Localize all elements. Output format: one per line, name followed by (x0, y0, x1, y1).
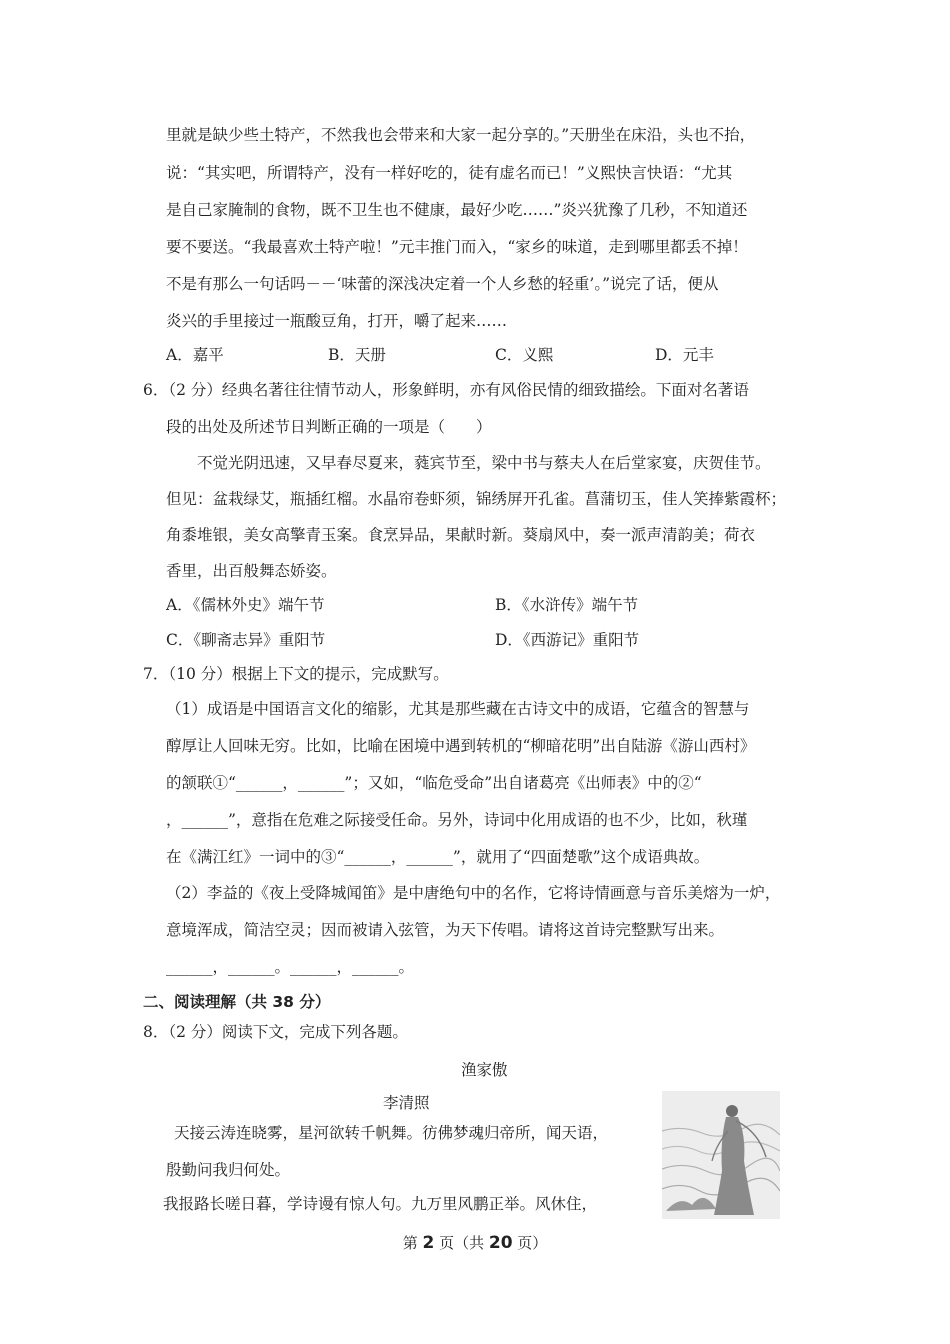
question-stem: 段的出处及所述节日判断正确的一项是（ ） (166, 418, 492, 436)
option-b[interactable]: B．天册 (328, 346, 386, 364)
question-stem: 8．（2 分）阅读下文，完成下列各题。 (143, 1023, 408, 1041)
text-line: 要不要送。“我最喜欢土特产啦！”元丰推门而入，“家乡的味道，走到哪里都丢不掉！ (166, 238, 748, 256)
poem-author: 李清照 (383, 1094, 430, 1112)
page-number: 2 (422, 1233, 435, 1253)
section-heading: 二、阅读理解（共 38 分） (143, 993, 331, 1011)
footer-suffix: 页） (512, 1234, 548, 1252)
poem-title: 渔家傲 (461, 1061, 508, 1079)
option-d[interactable]: D．《西游记》重阳节 (495, 631, 640, 649)
poem-line: 天接云涛连晓雾，星河欲转千帆舞。彷佛梦魂归帝所，闻天语， (174, 1124, 609, 1142)
text-line: 但见：盆栽绿艾，瓶插红榴。水晶帘卷虾须，锦绣屏开孔雀。菖蒲切玉，佳人笑捧紫霞杯； (166, 490, 787, 508)
text-line: （2）李益的《夜上受降城闻笛》是中唐绝句中的名作，它将诗情画意与音乐美熔为一炉， (166, 884, 781, 902)
option-d[interactable]: D．元丰 (655, 346, 714, 364)
text-line: 醇厚让人回味无穷。比如，比喻在困境中遇到转机的“柳暗花明”出自陆游《游山西村》 (166, 737, 756, 755)
page-footer (0, 1232, 950, 1253)
text-line: 的颔联①“______，______”；又如，“临危受命”出自诸葛亮《出师表》中的②“ (166, 774, 702, 792)
text-line: （1）成语是中国语言文化的缩影，尤其是那些藏在古诗文中的成语，它蕴含的智慧与 (166, 700, 750, 718)
option-c[interactable]: C．义熙 (495, 346, 554, 364)
question-stem: 7．（10 分）根据上下文的提示，完成默写。 (143, 665, 449, 683)
poem-line: 殷勤问我归何处。 (166, 1161, 291, 1179)
text-line: 不觉光阴迅速，又早春尽夏来，蕤宾节至，梁中书与蔡夫人在后堂家宴，庆贺佳节。 (166, 454, 771, 472)
illustration-image (662, 1091, 780, 1219)
text-line: ，______”，意指在危难之际接受任命。另外，诗词中化用成语的也不少，比如，秋瑾 (166, 811, 748, 829)
text-line: 在《满江红》一词中的③“______，______”，就用了“四面楚歌”这个成语典故。 (166, 848, 710, 866)
text-line: 香里，出百般舞态娇姿。 (166, 562, 337, 580)
total-pages: 20 (488, 1233, 513, 1253)
text-line: 意境浑成，简洁空灵；因而被请入弦管，为天下传唱。请将这首诗完整默写出来。 (166, 921, 725, 939)
option-a[interactable]: A．《儒林外史》端午节 (166, 596, 325, 614)
answer-blanks[interactable]: ______，______。______，______。 (166, 958, 415, 976)
poem-line: 我报路长嗟日暮，学诗谩有惊人句。九万里风鹏正举。风休住， (163, 1195, 598, 1213)
text-line: 不是有那么一句话吗－－‘味蕾的深浅决定着一个人乡愁的轻重’。”说完了话，便从 (166, 275, 719, 293)
text-line: 里就是缺少些土特产，不然我也会带来和大家一起分享的。”天册坐在床沿，头也不抬， (166, 126, 756, 144)
text-line: 炎兴的手里接过一瓶酸豆角，打开，嚼了起来…… (166, 312, 508, 330)
text-line: 是自己家腌制的食物，既不卫生也不健康，最好少吃……”炎兴犹豫了几秒，不知道还 (166, 201, 748, 219)
option-b[interactable]: B．《水浒传》端午节 (495, 596, 639, 614)
text-line: 角黍堆银，美女高擎青玉案。食烹异品，果献时新。葵扇风中，奏一派声清韵美；荷衣 (166, 526, 756, 544)
footer-mid: 页（共 (434, 1234, 489, 1252)
text-line: 说：“其实吧，所谓特产，没有一样好吃的，徒有虚名而已！”义熙快言快语：“尤其 (166, 164, 733, 182)
footer-prefix: 第 (402, 1234, 423, 1252)
option-c[interactable]: C．《聊斋志异》重阳节 (166, 631, 326, 649)
option-a[interactable]: A．嘉平 (166, 346, 224, 364)
question-stem: 6．（2 分）经典名著往往情节动人，形象鲜明，亦有风俗民情的细致描绘。下面对名著语 (143, 381, 749, 399)
